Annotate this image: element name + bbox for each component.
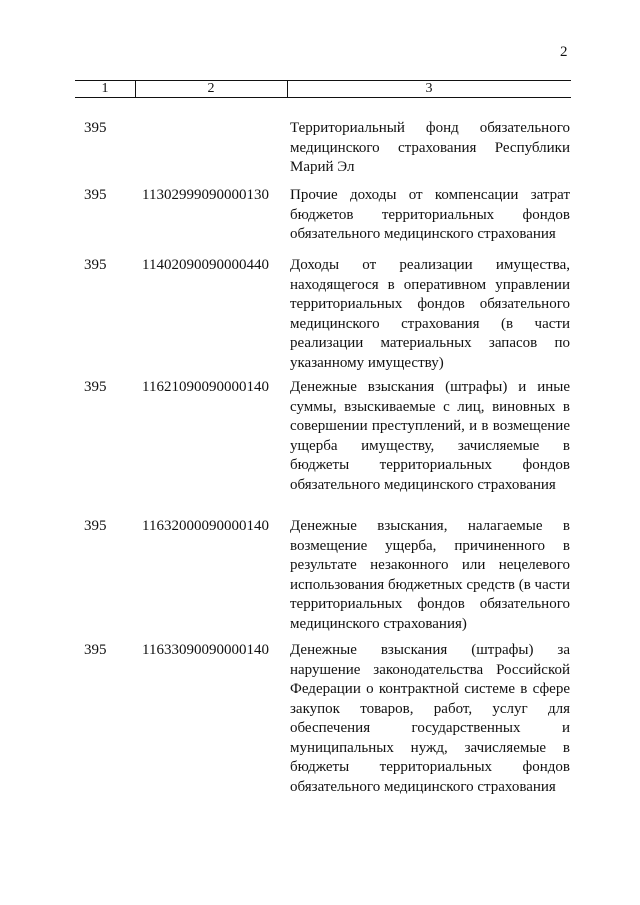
row-3-kbk-code: 11402090090000440 [142,257,269,273]
row-4-description: Денежные взыскания (штрафы) и иные суммы, взыскиваемые с лиц, виновных в совершении преступлений, и в возмещение ущерба имуществу, зачисляемые в бюджеты территориальных фондов обязательного медицинского страхования [290,379,570,493]
column-header-2: 2 [207,81,215,96]
row-5-admin-code: 395 [84,518,107,534]
row-5-description: Денежные взыскания, налагаемые в возмещение ущерба, причиненного в результате незаконного или нецелевого использования бюджетных средств (в части территориальных фондов обязательного медицинского страхования) [290,518,570,632]
page-number: 2 [560,44,568,60]
column-header-3: 3 [425,81,433,96]
row-3-description: Доходы от реализации имущества, находящегося в оперативном управлении территориальных фондов обязательного медицинского страхования (в части реализации материальных запасов по указанному имуществу) [290,257,570,371]
row-1-description: Территориальный фонд обязательного медицинского страхования Республики Марий Эл [290,120,570,175]
table-header [75,80,571,97]
header-bottom-rule [75,97,571,98]
row-2-kbk-code: 11302999090000130 [142,187,269,203]
row-6-admin-code: 395 [84,642,107,658]
row-2-description: Прочие доходы от компенсации затрат бюджетов территориальных фондов обязательного медицинского страхования [290,187,570,242]
row-1-admin-code: 395 [84,120,107,136]
row-6-description: Денежные взыскания (штрафы) за нарушение законодательства Российской Федерации о контрактной системе в сфере закупок товаров, работ, услуг для обеспечения государственных и муниципальных нужд, зачисляемые в бюджеты территориальных фондов обязательного медицинского страхования [290,642,570,795]
row-3-admin-code: 395 [84,257,107,273]
row-4-kbk-code: 11621090090000140 [142,379,269,395]
row-4-admin-code: 395 [84,379,107,395]
row-5-kbk-code: 11632000090000140 [142,518,269,534]
column-header-1: 1 [101,81,109,96]
row-2-admin-code: 395 [84,187,107,203]
row-6-kbk-code: 11633090090000140 [142,642,269,658]
